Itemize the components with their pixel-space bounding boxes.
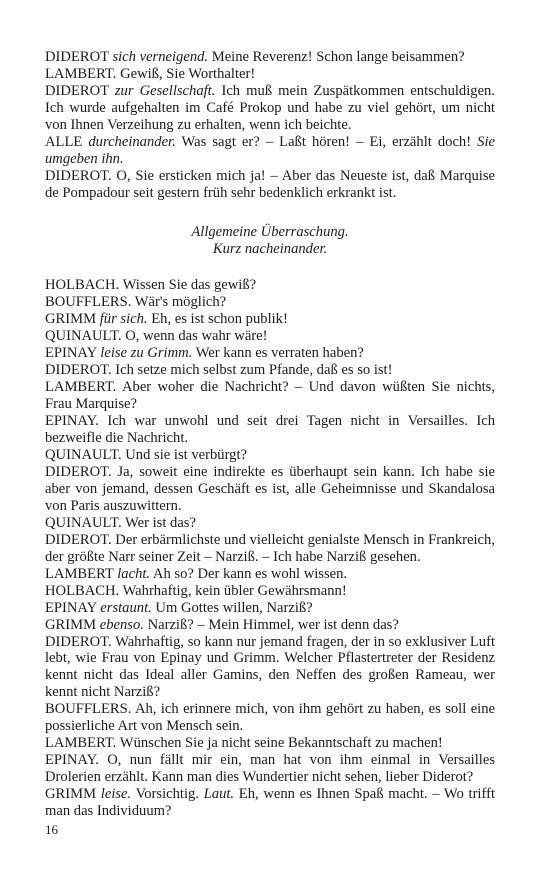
stage-direction-inline: leise. <box>100 786 132 803</box>
stage-direction-inline: ebenso. <box>99 616 144 633</box>
dialogue-after <box>45 277 495 820</box>
dialogue-text: LAMBERT. Wünschen Sie ja nicht seine Bekanntschaft zu machen! <box>45 735 443 752</box>
dialogue-text: LAMBERT <box>45 565 118 582</box>
dialogue-text: DIDEROT. O, Sie ersticken mich ja! – Aber das Neueste ist, daß Marquise de Pompadour seit gestern früh sehr bedenklich erkrankt ist. <box>45 167 495 201</box>
stage-direction-line: Kurz nacheinander. <box>212 240 328 257</box>
drama-text-block <box>45 49 495 820</box>
stage-direction-inline: für sich. <box>99 311 148 328</box>
stage-direction-inline: erstaunt. <box>100 599 152 616</box>
dialogue-text: EPINAY. O, nun fällt mir ein, man hat von ihm einmal in Versailles Drolerien erzählt. Kann man dies Wundertier nicht sehen, lieber Diderot? <box>45 752 495 786</box>
dialogue-text: Wer kann es verraten haben? <box>192 345 364 362</box>
dialogue-text: EPINAY. Ich war unwohl und seit drei Tagen nicht in Versailles. Ich bezweifle die Nachricht. <box>45 413 495 447</box>
dialogue-paragraph <box>45 66 495 83</box>
dialogue-text: HOLBACH. Wahrhaftig, kein übler Gewährsmann! <box>45 582 347 599</box>
dialogue-paragraph <box>45 413 495 447</box>
dialogue-text: BOUFFLERS. Ah, ich erinnere mich, von ihm gehört zu haben, es soll eine possierliche Art von Mensch sein. <box>45 701 495 735</box>
dialogue-paragraph <box>45 752 495 786</box>
dialogue-text: Meine Reverenz! Schon lange beisammen? <box>208 49 465 65</box>
dialogue-text: DIDEROT <box>45 82 115 99</box>
dialogue-text: Eh, wenn es Ihnen Spaß macht. – Wo trifft man das Individuum? <box>45 786 495 820</box>
dialogue-text: GRIMM <box>45 311 100 328</box>
dialogue-paragraph <box>45 294 495 311</box>
dialogue-paragraph <box>45 617 495 634</box>
dialogue-paragraph <box>45 362 495 379</box>
dialogue-paragraph <box>45 701 495 735</box>
page-number: 16 <box>45 822 58 837</box>
dialogue-text: DIDEROT. Der erbärmlichste und vielleicht genialste Mensch in Frankreich, der größte Narr seiner Zeit – Narziß. – Ich habe Narziß gesehen. <box>45 531 495 565</box>
dialogue-paragraph <box>45 311 495 328</box>
dialogue-text: Ich muß mein Zuspätkommen entschuldigen. Ich wurde aufgehalten im Café Prokop und habe zu viel gehört, um nicht von Ihnen Verzeihung zu erhalten, wenn ich beichte. <box>45 82 495 133</box>
dialogue-paragraph <box>45 168 495 202</box>
dialogue-paragraph <box>45 532 495 566</box>
dialogue-paragraph <box>45 634 495 702</box>
dialogue-before <box>45 49 495 202</box>
dialogue-text: QUINAULT. Und sie ist verbürgt? <box>45 447 247 464</box>
dialogue-paragraph <box>45 786 495 820</box>
stage-direction-inline: lacht. <box>117 565 151 582</box>
dialogue-text: LAMBERT. Aber woher die Nachricht? – Und davon wüßten Sie nichts, Frau Marquise? <box>45 379 495 413</box>
stage-direction-inline: zur Gesellschaft. <box>114 82 216 99</box>
dialogue-text: DIDEROT. Wahrhaftig, so kann nur jemand fragen, der in so exklusiver Luft lebt, wie Frau von Epinay und Grimm. Welcher Pflastertreter der Residenz kennt nicht das Ideal aller Gamins, den Neffen des großen Rameau, wer kennt nicht Narziß? <box>45 633 495 701</box>
dialogue-paragraph <box>45 49 495 66</box>
dialogue-paragraph <box>45 277 495 294</box>
stage-direction-inline: durcheinander. <box>88 133 176 150</box>
dialogue-paragraph <box>45 345 495 362</box>
dialogue-text: BOUFFLERS. Wär's möglich? <box>45 294 227 311</box>
dialogue-text: QUINAULT. Wer ist das? <box>45 514 196 531</box>
dialogue-text: QUINAULT. O, wenn das wahr wäre! <box>45 328 268 345</box>
dialogue-text: ALLE <box>45 133 89 150</box>
stage-direction-line: Allgemeine Überraschung. <box>191 223 349 240</box>
stage-direction <box>45 224 495 258</box>
dialogue-text: Vorsichtig. <box>131 786 204 803</box>
stage-direction-inline: leise zu Grimm. <box>100 345 193 362</box>
dialogue-paragraph <box>45 583 495 600</box>
dialogue-paragraph <box>45 600 495 617</box>
dialogue-text: DIDEROT. Ich setze mich selbst zum Pfande, daß es so ist! <box>45 362 393 379</box>
dialogue-text: EPINAY <box>45 345 101 362</box>
dialogue-text: DIDEROT <box>45 49 113 65</box>
stage-direction-inline: Laut. <box>203 786 235 803</box>
dialogue-text: DIDEROT. Ja, soweit eine indirekte es überhaupt sein kann. Ich habe sie aber von jemand, dessen Geschäft es ist, alle Geheimnisse und Skandalosa von Paris auszuwittern. <box>45 463 495 514</box>
dialogue-text: Eh, es ist schon publik! <box>147 311 288 328</box>
stage-direction-inline: sich verneigend. <box>112 49 209 65</box>
dialogue-paragraph <box>45 447 495 464</box>
dialogue-paragraph <box>45 379 495 413</box>
dialogue-paragraph <box>45 134 495 168</box>
dialogue-paragraph <box>45 328 495 345</box>
dialogue-text: GRIMM <box>45 786 101 803</box>
stage-direction-inline: Sie umgeben ihn. <box>45 133 495 167</box>
dialogue-paragraph <box>45 735 495 752</box>
dialogue-text: Um Gottes willen, Narziß? <box>151 599 313 616</box>
dialogue-text: EPINAY <box>45 599 101 616</box>
dialogue-paragraph <box>45 515 495 532</box>
dialogue-text: Was sagt er? – Laßt hören! – Ei, erzählt doch! <box>175 133 478 150</box>
dialogue-paragraph <box>45 83 495 134</box>
dialogue-text: Narziß? – Mein Himmel, wer ist denn das? <box>143 616 399 633</box>
dialogue-text: GRIMM <box>45 616 100 633</box>
dialogue-text: HOLBACH. Wissen Sie das gewiß? <box>45 277 257 294</box>
dialogue-paragraph <box>45 566 495 583</box>
dialogue-text: Ah so? Der kann es wohl wissen. <box>150 565 348 582</box>
dialogue-paragraph <box>45 464 495 515</box>
dialogue-text: LAMBERT. Gewiß, Sie Worthalter! <box>45 65 256 82</box>
